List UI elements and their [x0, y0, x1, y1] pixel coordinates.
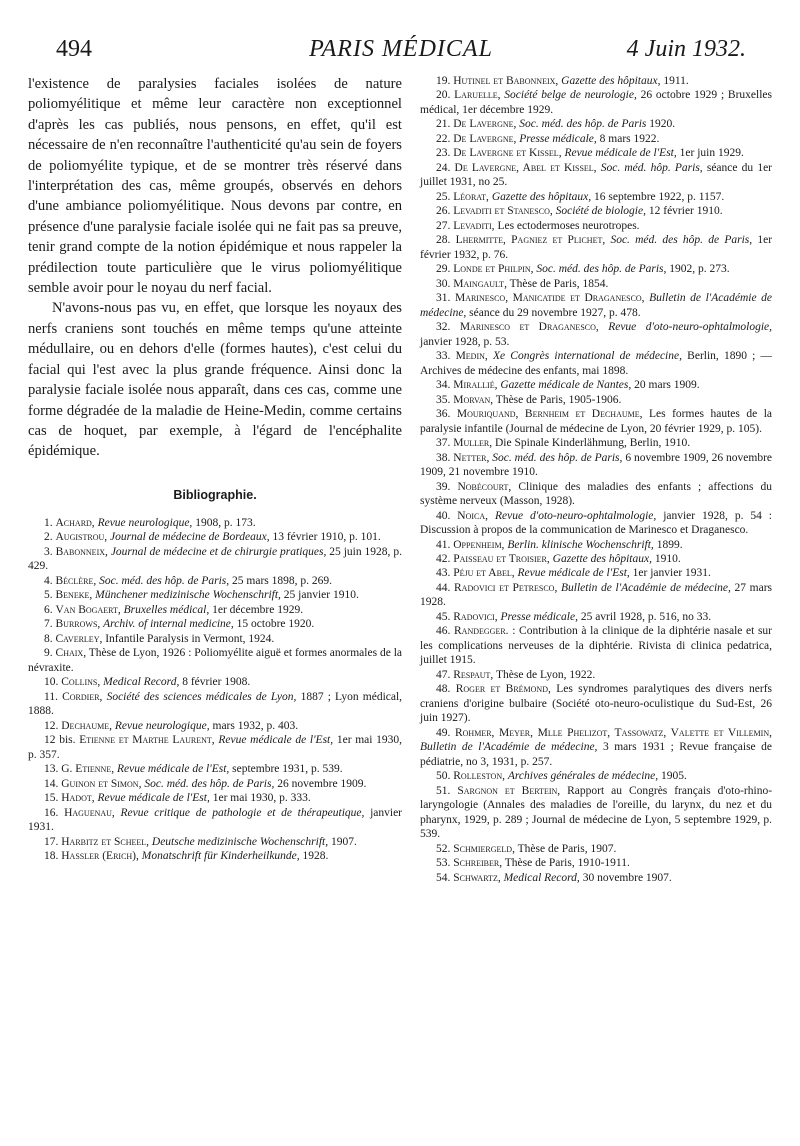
reference-item	[28, 530, 402, 545]
reference-item	[28, 646, 402, 675]
reference-detail: 1er mai 1930, p. 357.	[28, 734, 403, 761]
page-number: 494	[56, 36, 92, 62]
reference-number: 4.	[44, 574, 53, 587]
reference-author: G. Etienne,	[61, 763, 115, 776]
reference-item	[420, 871, 772, 885]
reference-item	[420, 407, 772, 436]
reference-author: Roger et Brémond,	[455, 683, 551, 696]
reference-author: Nobécourt,	[457, 480, 512, 493]
reference-author: Maingault,	[453, 277, 507, 290]
reference-detail: 1887 ; Lyon médical, 1888.	[28, 690, 403, 718]
reference-detail: 1928.	[302, 850, 329, 863]
reference-number: 8.	[44, 632, 53, 645]
reference-author: Rohmer, Meyer, Mlle Phelizot, Tassowatz, Valette et Villemin,	[454, 726, 772, 739]
reference-source: Soc. méd. des hôp. de Paris,	[144, 777, 275, 790]
reference-number: 5.	[44, 589, 53, 602]
reference-item	[420, 161, 772, 190]
reference-detail: 20 mars 1909.	[634, 379, 700, 392]
reference-author: Paisseau et Troisier,	[453, 552, 550, 565]
reference-number: 46.	[436, 625, 451, 638]
reference-detail: 25 mars 1898, p. 269.	[232, 574, 332, 587]
reference-item	[28, 632, 402, 647]
reference-detail: 6 novembre 1909, 26 novembre 1909, 21 novembre 1910.	[420, 451, 773, 479]
reference-source: Soc. méd. des hôp. de Paris	[519, 118, 647, 131]
reference-source: Archiv. of internal medicine,	[103, 618, 234, 631]
reference-item	[420, 842, 772, 856]
reference-detail: 27 mars 1928.	[420, 581, 773, 609]
reference-list-right	[420, 74, 772, 885]
reference-number: 11.	[44, 690, 58, 703]
reference-author: Caverley,	[55, 632, 103, 645]
journal-title: PARIS MÉDICAL	[309, 36, 493, 62]
reference-item	[420, 132, 772, 146]
reference-item	[420, 769, 772, 783]
reference-item	[420, 566, 772, 580]
reference-detail: séance du 1er juillet 1931, no 25.	[420, 161, 773, 189]
reference-detail: Thèse de Paris, 1854.	[509, 277, 609, 290]
reference-source: Soc. méd. des hôp. de Paris,	[492, 451, 623, 464]
reference-author: Cordier,	[62, 690, 103, 703]
reference-source: Revue médicale de l'Est,	[517, 567, 630, 580]
reference-item	[420, 393, 772, 407]
reference-source: Revue d'oto-neuro-ophtalmologie,	[494, 509, 657, 522]
reference-source: Medical Record,	[103, 676, 180, 689]
reference-detail: Berlin, 1890 ; — Archives de médecine des enfants, mai 1898.	[420, 350, 773, 377]
reference-author: Péju et Abel,	[453, 567, 515, 580]
reference-detail: 13 février 1910, p. 101.	[272, 531, 381, 544]
reference-item	[420, 262, 772, 276]
reference-author: Achard,	[55, 516, 95, 529]
reference-number: 42.	[436, 552, 451, 565]
reference-number: 19.	[436, 75, 451, 87]
reference-number: 53.	[436, 857, 451, 870]
reference-number: 54.	[436, 871, 451, 884]
reference-detail: Rapport au Congrès français d'oto-rhino-laryngologie (Annales des maladies de l'oreille, du larynx, du nez et du pharynx, 1929, p. 289 ; Journal de médecine de Lyon, 5 septembre 1929, p. 539.	[420, 784, 773, 841]
reference-number: 44.	[436, 581, 451, 594]
reference-number: 40.	[436, 509, 451, 522]
reference-number: 10.	[44, 676, 59, 689]
reference-author: Marinesco et Draganesco,	[459, 321, 599, 334]
reference-source: Revue médicale de l'Est,	[218, 734, 334, 747]
reference-item	[28, 835, 402, 850]
reference-number: 6.	[44, 603, 53, 616]
reference-item	[420, 117, 772, 131]
reference-detail: 26 octobre 1929 ; Bruxelles médical, 1er décembre 1929.	[420, 89, 773, 116]
reference-source: Gazette médicale de Nantes,	[500, 379, 632, 392]
reference-number: 12 bis.	[44, 734, 76, 747]
reference-number: 27.	[436, 219, 451, 232]
reference-number: 39.	[436, 480, 451, 493]
reference-number: 48.	[436, 683, 451, 696]
reference-item	[420, 581, 772, 610]
reference-item	[28, 733, 402, 762]
reference-detail: 8 février 1908.	[182, 676, 251, 689]
reference-number: 9.	[44, 647, 53, 660]
reference-author: Hutinel et Babonneix,	[453, 75, 559, 87]
reference-number: 20.	[436, 89, 451, 102]
reference-source: Revue d'oto-neuro-ophtalmologie,	[608, 321, 773, 334]
reference-item	[28, 690, 402, 719]
reference-author: Mouriquand, Bernheim et Dechaume,	[456, 408, 643, 421]
reference-author: Randegger.	[454, 625, 509, 638]
reference-author: Hadot,	[61, 792, 95, 805]
reference-item	[420, 726, 772, 769]
reference-item	[420, 190, 772, 204]
reference-item	[420, 204, 772, 218]
reference-source: Revue médicale de l'Est,	[116, 763, 230, 776]
reference-source: Journal de médecine de Bordeaux,	[110, 531, 270, 544]
reference-number: 30.	[436, 277, 451, 290]
reference-source: Gazette des hôpitaux,	[552, 552, 652, 565]
reference-source: Bulletin de l'Académie de médecine,	[420, 292, 773, 319]
reference-detail: Les ectodermoses neurotropes.	[497, 219, 640, 232]
reference-detail: 1908, p. 173.	[195, 516, 256, 529]
reference-item	[420, 610, 772, 624]
reference-number: 17.	[44, 835, 59, 848]
reference-item	[28, 588, 402, 603]
reference-item	[420, 291, 772, 320]
reference-author: Oppenheim,	[453, 538, 505, 551]
reference-number: 36.	[436, 408, 451, 421]
reference-author: Londe et Philpin,	[453, 263, 534, 276]
reference-detail: 25 avril 1928, p. 516, no 33.	[580, 610, 712, 623]
reference-author: Léorat,	[453, 190, 489, 203]
reference-source: Société des sciences médicales de Lyon,	[106, 690, 297, 703]
reference-author: Hassler (Erich),	[61, 850, 139, 863]
reference-source: Presse médicale,	[500, 610, 578, 623]
reference-source: Soc. méd. des hôp. de Paris,	[610, 234, 753, 247]
reference-item	[28, 516, 402, 531]
reference-number: 7.	[44, 618, 53, 631]
reference-detail: 16 septembre 1922, p. 1157.	[594, 190, 725, 203]
reference-author: Van Bogaert,	[55, 603, 121, 616]
reference-detail: Thèse de Paris, 1907.	[517, 842, 617, 855]
reference-detail: 1er décembre 1929.	[212, 603, 304, 616]
reference-number: 51.	[436, 784, 451, 797]
reference-source: Soc. méd. des hôp. de Paris,	[99, 574, 230, 587]
reference-author: Noica,	[457, 509, 489, 522]
reference-item	[28, 791, 402, 806]
reference-number: 43.	[436, 567, 451, 580]
reference-detail: : Contribution à la clinique de la diphtérie nasale et sur les complications nerveuses de la diphtérie. Rivista di clinica pedatrica, juillet 1915.	[420, 625, 773, 667]
reference-item	[420, 552, 772, 566]
reference-author: Respaut,	[453, 668, 494, 681]
reference-author: Burrows,	[55, 618, 101, 631]
reference-number: 41.	[436, 538, 451, 551]
reference-detail: Thèse de Paris, 1910-1911.	[504, 857, 630, 870]
reference-detail: 1902, p. 273.	[669, 263, 730, 276]
reference-author: Beneke,	[55, 589, 93, 602]
reference-number: 49.	[436, 726, 451, 739]
reference-author: Mirallié,	[453, 379, 498, 392]
reference-item	[28, 719, 402, 734]
reference-number: 26.	[436, 205, 451, 218]
reference-item	[420, 480, 772, 509]
reference-number: 15.	[44, 792, 59, 805]
reference-detail: 1er janvier 1931.	[632, 567, 711, 580]
reference-detail: 1er mai 1930, p. 333.	[212, 792, 311, 805]
reference-author: Schreiber,	[453, 857, 503, 870]
reference-source: Presse médicale,	[519, 132, 597, 145]
reference-source: Bulletin de l'Académie de médecine,	[560, 581, 731, 594]
reference-detail: 25 janvier 1910.	[283, 589, 359, 602]
reference-author: Schmiergeld,	[453, 842, 515, 855]
reference-detail: janvier 1928, p. 54 : Discussion à propos de la communication de Marinesco et Draganesco.	[420, 509, 772, 537]
reference-detail: Die Spinale Kinderlähmung, Berlin, 1910.	[495, 437, 691, 450]
reference-number: 50.	[436, 770, 451, 783]
reference-source: Revue critique de pathologie et de thérapeutique,	[120, 806, 365, 819]
reference-number: 45.	[436, 610, 451, 623]
reference-detail: 1899.	[656, 538, 683, 551]
reference-detail: 30 novembre 1907.	[582, 871, 672, 884]
reference-number: 24.	[436, 161, 451, 174]
reference-author: Béclère,	[55, 574, 97, 587]
reference-detail: 26 novembre 1909.	[277, 777, 367, 790]
reference-author: Schwartz,	[453, 871, 501, 884]
reference-source: Monatschrift für Kinderheilkunde,	[141, 850, 300, 863]
reference-source: Soc. méd. des hôp. de Paris,	[536, 263, 667, 276]
reference-item	[420, 219, 772, 233]
reference-number: 37.	[436, 437, 451, 450]
reference-item	[420, 436, 772, 450]
reference-detail: Thèse de Paris, 1905-1906.	[495, 393, 622, 406]
reference-detail: Thèse de Lyon, 1926 : Poliomyélite aiguë et formes anormales de la névraxite.	[28, 647, 403, 674]
reference-number: 25.	[436, 190, 451, 203]
reference-number: 29.	[436, 263, 451, 276]
reference-detail: 12 février 1910.	[648, 205, 723, 218]
reference-author: Dechaume,	[61, 719, 112, 732]
bibliography-heading: Bibliographie.	[173, 487, 257, 502]
reference-author: Radovici,	[453, 610, 498, 623]
reference-detail: 1905.	[661, 770, 687, 783]
reference-source: Bruxelles médical,	[123, 603, 210, 616]
reference-source: Gazette des hôpitaux,	[561, 75, 661, 87]
reference-detail: janvier 1928, p. 53.	[420, 335, 510, 348]
right-column	[420, 74, 772, 885]
reference-number: 21.	[436, 118, 451, 131]
reference-item	[420, 277, 772, 291]
paragraph: l'existence de paralysies faciales isolées de nature poliomyélitique et même leur caractère non exceptionnel d'après les cas publiés, nous pensons, en effet, qu'il est nécessaire de n'en reconnaître l'authenticité qu'au sein de foyers de poliomyélite typique, et de se montrer très réservé dans l'interprétation des cas, même groupés, observés en dehors d'une ambiance poliomyélitique. Nous devons par contre, en présence d'une paralysie faciale isolée qui ne fait pas sa preuve, tenir grand compte de la notion épidémique et nous rappeler la prédilection toute particulière que le virus poliomyélitique semble avoir pour le noyau du nerf facial.	[28, 76, 402, 297]
reference-number: 22.	[436, 132, 451, 145]
reference-detail: Les syndromes paralytiques des divers nerfs craniens d'origine bulbaire (Société oto-neuro-oculistique du Sud-Est, 26 juin 1927).	[420, 683, 773, 725]
reference-item	[28, 849, 402, 864]
reference-source: Deutsche medizinische Wochenschrift,	[151, 835, 329, 848]
reference-source: Bulletin de l'Académie de médecine,	[420, 741, 598, 754]
reference-item	[28, 603, 402, 618]
reference-detail: mars 1932, p. 403.	[212, 719, 299, 732]
reference-number: 35.	[436, 393, 451, 406]
reference-detail: Thèse de Lyon, 1922.	[495, 668, 596, 681]
reference-author: Morvan,	[453, 393, 494, 406]
page-header	[56, 36, 746, 70]
reference-author: Guinon et Simon,	[61, 777, 142, 790]
reference-author: Laruelle,	[454, 89, 501, 102]
reference-detail: janvier 1931.	[28, 806, 403, 834]
reference-number: 52.	[436, 842, 451, 855]
reference-detail: 1er février 1932, p. 76.	[420, 234, 773, 261]
reference-number: 23.	[436, 147, 451, 160]
reference-author: Radovici et Petresco,	[454, 581, 558, 594]
reference-author: Etienne et Marthe Laurent,	[79, 734, 215, 747]
reference-item	[420, 856, 772, 870]
issue-date: 4 Juin 1932.	[626, 36, 746, 62]
reference-item	[420, 451, 772, 480]
reference-number: 12.	[44, 719, 59, 732]
reference-source: Münchener medizinische Wochenschrift,	[95, 589, 281, 602]
reference-detail: septembre 1931, p. 539.	[232, 763, 343, 776]
reference-source: Société belge de neurologie,	[504, 89, 637, 102]
reference-author: Sargnon et Bertein,	[457, 784, 561, 797]
reference-item	[28, 545, 402, 574]
reference-detail: 25 juin 1928, p. 429.	[28, 545, 402, 573]
reference-item	[28, 806, 402, 835]
reference-number: 34.	[436, 379, 451, 392]
reference-author: Netter,	[453, 451, 490, 464]
paragraph: N'avons-nous pas vu, en effet, que lorsque les noyaux des nerfs craniens sont touchés en même temps qu'une atteinte médullaire, ou en dehors d'elle (formes hautes), c'est celui du facial qui l'est avec la plus grande fréquence. Ainsi donc la paralysie faciale isolée nous apparaît, dans ces cas, comme une forme dégradée de la maladie de Heine-Medin, comme certains cas de hoquet, par exemple, à l'égard de l'encéphalite épidémique.	[28, 300, 402, 460]
reference-detail: 3 mars 1931 ; Revue française de pédiatrie, no 3, 1931, p. 257.	[420, 741, 773, 768]
reference-number: 38.	[436, 451, 451, 464]
reference-number: 3.	[44, 545, 53, 558]
reference-source: Revue neurologique,	[97, 516, 193, 529]
reference-item	[420, 682, 772, 725]
reference-item	[420, 74, 772, 88]
reference-detail: 1911.	[663, 75, 689, 87]
reference-number: 32.	[436, 321, 451, 334]
reference-number: 18.	[44, 850, 59, 863]
reference-source: Berlin. klinische Wochenschrift,	[507, 538, 654, 551]
reference-item	[28, 617, 402, 632]
reference-detail: Les formes hautes de la paralysie infantile (Journal de médecine de Lyon, 20 février 1929, p. 105).	[420, 408, 773, 435]
reference-author: De Lavergne et Kissel,	[453, 147, 562, 160]
reference-item	[28, 675, 402, 690]
reference-source: Archives générales de médecine,	[507, 770, 659, 783]
reference-author: Rolleston,	[453, 770, 505, 783]
reference-detail: 1907.	[330, 835, 357, 848]
reference-source: Revue médicale de l'Est,	[564, 147, 677, 160]
reference-number: 1.	[44, 516, 53, 529]
reference-author: Levaditi,	[453, 219, 495, 232]
reference-source: Soc. méd. hôp. Paris,	[600, 161, 703, 174]
reference-source: Revue médicale de l'Est,	[97, 792, 210, 805]
reference-item	[420, 233, 772, 262]
reference-item	[420, 320, 772, 349]
reference-author: Medin,	[455, 350, 488, 363]
reference-number: 2.	[44, 531, 53, 544]
reference-detail: séance du 29 novembre 1927, p. 478.	[469, 306, 641, 319]
reference-detail: 15 octobre 1920.	[236, 618, 315, 631]
reference-detail: 8 mars 1922.	[599, 132, 660, 145]
reference-item	[28, 762, 402, 777]
reference-item	[420, 88, 772, 117]
reference-item	[420, 509, 772, 538]
reference-list-left	[28, 516, 402, 864]
reference-number: 16.	[44, 806, 59, 819]
reference-item	[420, 349, 772, 378]
reference-item	[28, 777, 402, 792]
reference-author: Haguenau,	[64, 806, 115, 819]
reference-author: Babonneix,	[55, 545, 108, 558]
reference-item	[28, 574, 402, 589]
reference-author: Lhermitte, Pagniez et Plichet,	[455, 234, 606, 247]
reference-item	[420, 146, 772, 160]
reference-author: De Lavergne, Abel et Kissel,	[454, 161, 597, 174]
reference-author: Levaditi et Stanesco,	[453, 205, 553, 218]
reference-source: Xe Congrès international de médecine,	[492, 350, 682, 363]
reference-number: 28.	[436, 234, 451, 247]
reference-author: Muller,	[453, 437, 493, 450]
reference-author: De Lavergne,	[453, 118, 517, 131]
reference-detail: 1910.	[654, 552, 681, 565]
reference-author: Harbitz et Scheel,	[61, 835, 150, 848]
reference-author: Collins,	[61, 676, 101, 689]
reference-number: 13.	[44, 763, 59, 776]
reference-source: Gazette des hôpitaux,	[491, 190, 592, 203]
reference-detail: 1920.	[649, 118, 676, 131]
reference-detail: 1er juin 1929.	[679, 147, 744, 160]
reference-source: Revue neurologique,	[114, 719, 210, 732]
left-column	[28, 74, 402, 864]
reference-detail: Infantile Paralysis in Vermont, 1924.	[105, 632, 275, 645]
reference-source: Société de biologie,	[555, 205, 646, 218]
reference-number: 33.	[436, 350, 451, 363]
article-text	[28, 74, 402, 462]
reference-item	[420, 378, 772, 392]
reference-number: 31.	[436, 292, 451, 305]
reference-source: Medical Record,	[503, 871, 580, 884]
reference-author: Augistrou,	[55, 531, 108, 544]
reference-item	[420, 784, 772, 842]
reference-detail: Clinique des maladies des enfants ; affections du système nerveux (Masson, 1928).	[420, 480, 773, 508]
reference-item	[420, 668, 772, 682]
reference-author: Marinesco, Manicatide et Draganesco,	[454, 292, 645, 305]
reference-item	[420, 624, 772, 667]
reference-number: 14.	[44, 777, 59, 790]
reference-author: De Lavergne,	[453, 132, 517, 145]
reference-item	[420, 538, 772, 552]
reference-author: Chaix,	[55, 647, 87, 660]
reference-source: Journal de médecine et de chirurgie pratiques,	[110, 545, 327, 558]
reference-number: 47.	[436, 668, 451, 681]
